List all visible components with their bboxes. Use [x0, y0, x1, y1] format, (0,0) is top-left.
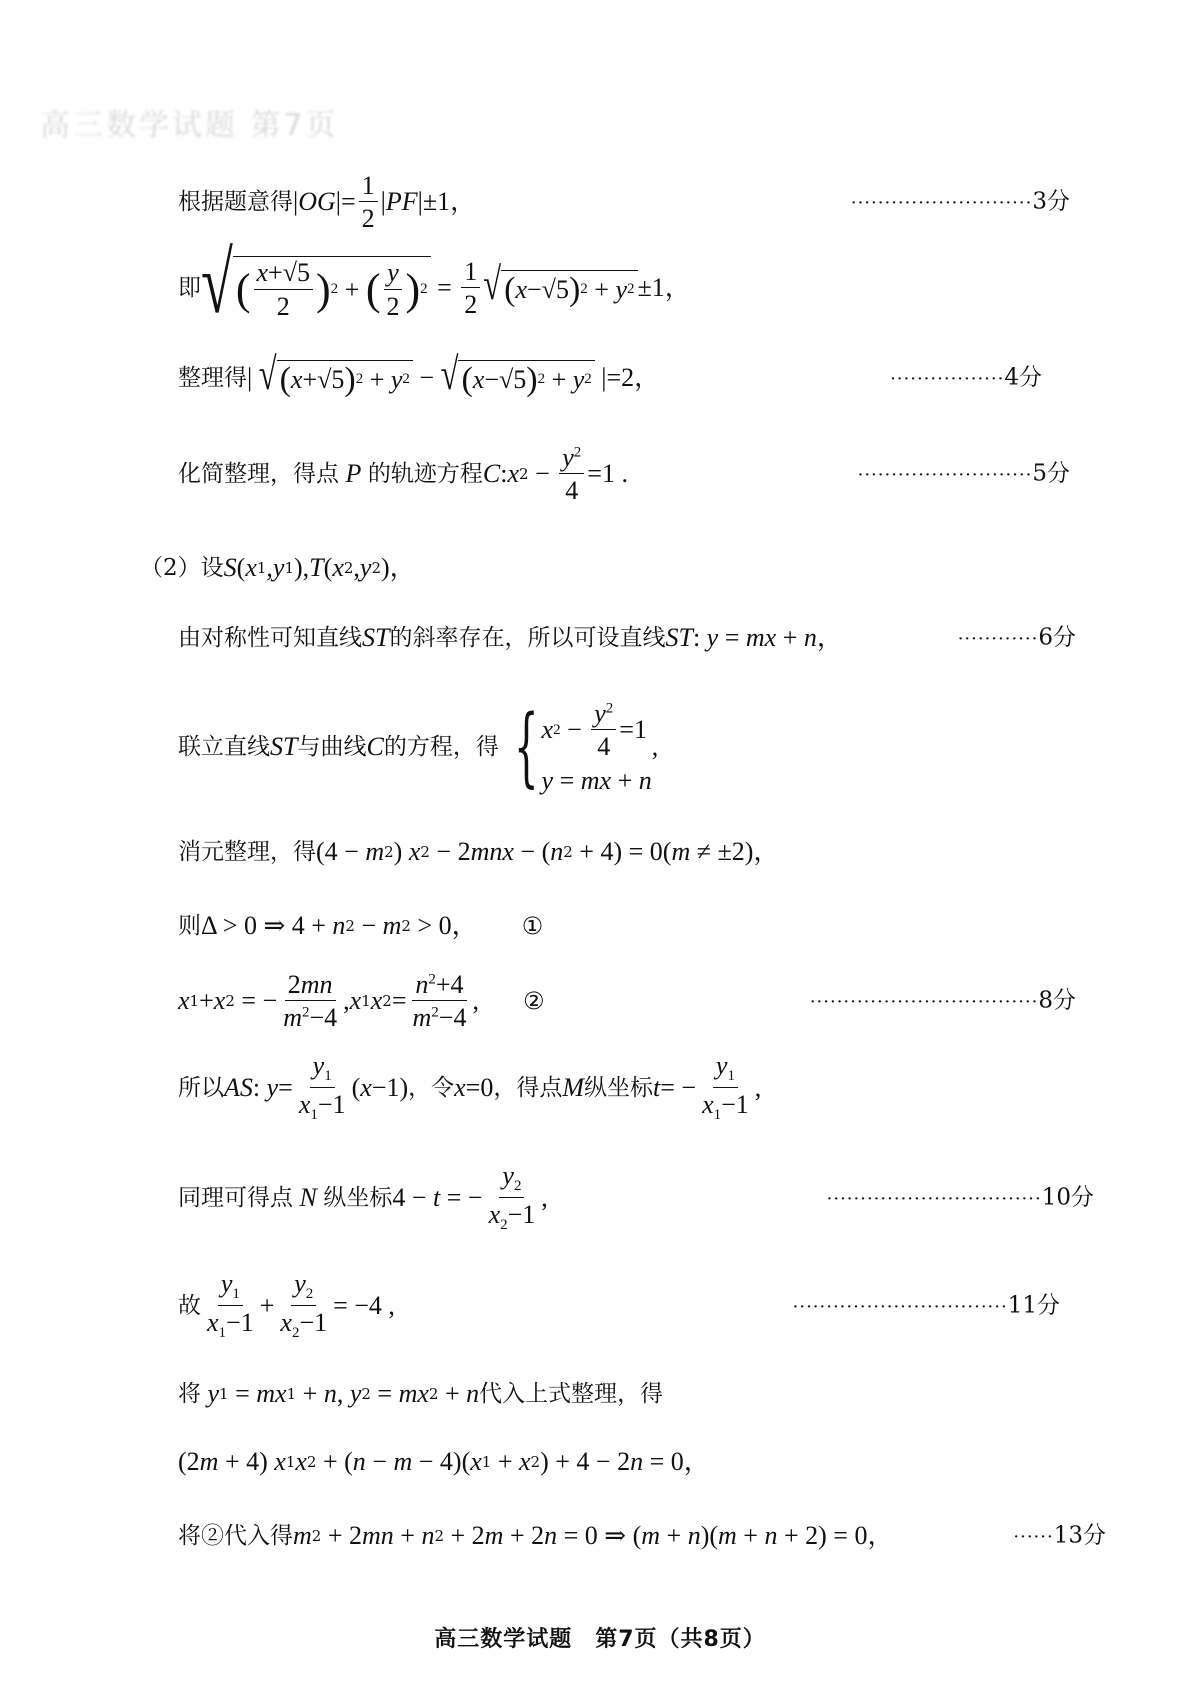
- text: 由对称性可知直线: [178, 624, 362, 651]
- text: 纵坐标: [584, 1074, 653, 1101]
- line-distance-equation: 即 √ ( $\frac{x+√5}{2}$ ) 2 + ( $\frac{y}{2}$ ) 2 = $\frac{1}{2}$ √ ( x −√5 ) 2 + y 2 ±1，: [178, 234, 691, 332]
- circle-label: ①: [521, 912, 544, 940]
- text: 根据题意得: [178, 188, 293, 215]
- line-set-points: （2）设 S ( x 1 , y 1 ), T ( x 2 , y 2 )，: [140, 553, 416, 582]
- score-label: ································10分: [826, 1184, 1094, 1211]
- line-sum: 故 $\frac{y_1}{x_1-1}$ + $\frac{y_2}{x_2-1}$ = −4 , ································11分: [178, 1269, 1060, 1342]
- score-label: ···························3分: [850, 188, 1070, 215]
- line-line-st: 由对称性可知直线 ST 的斜率存在，所以可设直线 ST : y = mx + n ， ············6分: [178, 623, 1076, 652]
- line-substitute: 将 y 1 = mx 1 + n , y 2 = mx 2 + n 代入上式整理，得: [178, 1379, 664, 1408]
- text: 将: [178, 1380, 201, 1407]
- text: ，得点: [493, 1074, 563, 1101]
- text: 的轨迹方程: [367, 460, 483, 487]
- line-final: 将②代入得 m 2 + 2 mn + n 2 + 2 m + 2 n = 0 ⇒ ( m + n )( m + n + 2) = 0， ······13分: [178, 1521, 1106, 1550]
- score-label: ································11分: [792, 1292, 1060, 1319]
- text: 即: [178, 274, 201, 301]
- text: 故: [178, 1292, 201, 1319]
- score-label: ············6分: [957, 624, 1076, 651]
- line-n-coord: 同理可得点 N 纵坐标 4 − t = − $\frac{y_2}{x_2-1}$ , ································10分: [178, 1161, 1094, 1234]
- line-og-condition: 根据题意得 | OG | = $\frac{1}{2}$ | PF |±1， ···························3分: [178, 170, 1070, 233]
- text: （2）设: [140, 554, 224, 581]
- line-discriminant: 则 Δ > 0 ⇒ 4 + n 2 − m 2 > 0， ①: [178, 911, 544, 940]
- line-expanded: (2 m + 4) x 1 x 2 + ( n − m − 4)( x 1 + x 2 ) + 4 − 2 n = 0，: [178, 1447, 710, 1476]
- score-label: ······13分: [1013, 1522, 1106, 1549]
- text: 纵坐标: [323, 1184, 393, 1211]
- line-as: 所以 AS : y = $\frac{y_1}{x_1-1}$ (x−1) ，令 x =0 ，得点 M 纵坐标 t = − $\frac{y_1}{x_1-1}$ ,: [178, 1051, 762, 1124]
- text: 代入上式整理，得: [479, 1380, 664, 1407]
- line-vieta: x 1 + x 2 = − $\frac{2mn}{m^2-4}$ , x 1 x 2 = $\frac{n^2+4}{m^2-4}$ , ② ··································8分: [178, 969, 1076, 1032]
- text: 消元整理，得: [178, 838, 316, 865]
- line-trajectory: 化简整理，得点 P 的轨迹方程 C : x 2 − $\frac{y^2}{4}$ =1 . ··························5分: [178, 442, 1070, 505]
- text: 所以: [178, 1074, 224, 1101]
- line-eliminate: 消元整理，得 (4 − m 2 ) x 2 − 2 mnx − ( n 2 + 4) = 0( m ≠ ±2)，: [178, 837, 780, 866]
- text: ，令: [408, 1074, 455, 1101]
- page-footer: 高三数学试题 第7页（共8页）: [434, 1627, 766, 1652]
- score-label: ··································8分: [809, 987, 1076, 1014]
- text: 将②代入得: [178, 1522, 293, 1549]
- circle-label: ②: [522, 987, 545, 1015]
- score-label: ·················4分: [890, 364, 1042, 391]
- line-system: 联立直线 ST 与曲线 C 的方程，得 { x 2 − $\frac{y^2}{4}$ =1 y = mx + n ,: [178, 697, 659, 797]
- score-label: ··························5分: [857, 460, 1070, 487]
- watermark: 高三数学试题 第7页: [40, 108, 339, 143]
- text: 整理得: [178, 364, 247, 391]
- text: 的斜率存在，所以可设直线: [389, 624, 666, 651]
- text: 同理可得点: [178, 1184, 293, 1211]
- text: 则: [178, 912, 201, 939]
- text: 联立直线: [178, 733, 270, 760]
- text: 化简整理，得点: [178, 460, 339, 487]
- text: 的方程，得: [383, 733, 499, 760]
- text: 与曲线: [297, 733, 367, 760]
- line-simplify: 整理得 | √ ( x +√5 ) 2 + y 2 − √ ( x −√5 ) 2 + y 2 |=2， ·················4分: [178, 349, 1042, 400]
